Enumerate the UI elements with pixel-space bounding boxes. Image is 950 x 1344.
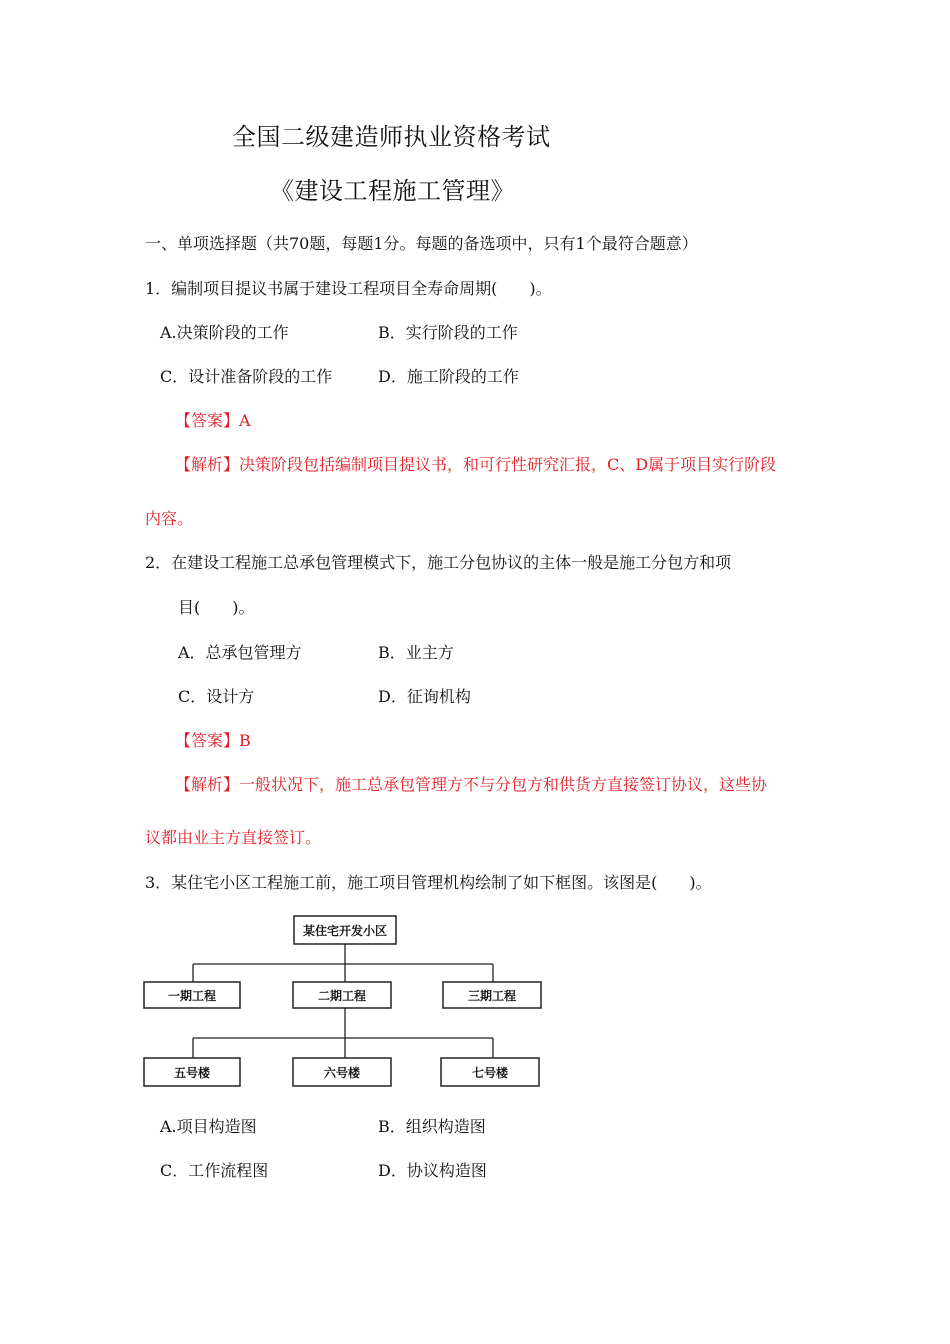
diagram-node-phase-2-label: 二期工程 <box>317 989 367 1003</box>
diagram-node-building-6 <box>293 1058 391 1086</box>
diagram-node-phase-1-label: 一期工程 <box>167 989 217 1003</box>
diagram-node-building-5-label: 五号楼 <box>173 1066 211 1080</box>
question-2-option-b: B．业主方 <box>378 643 454 662</box>
question-1-answer: 【答案】A <box>175 411 251 430</box>
question-1-analysis-cont: 内容。 <box>145 509 194 528</box>
question-3-option-c: C．工作流程图 <box>160 1161 269 1180</box>
diagram-node-phase-1 <box>144 982 240 1008</box>
question-1-stem: 1．编制项目提议书属于建设工程项目全寿命周期( )。 <box>145 279 552 298</box>
diagram-node-root <box>294 916 396 944</box>
question-2-analysis-cont: 议都由业主方直接签订。 <box>145 828 322 847</box>
question-1-option-c: C．设计准备阶段的工作 <box>160 367 333 386</box>
section-heading: 一、单项选择题（共70题，每题1分。每题的备选项中，只有1个最符合题意） <box>145 234 698 253</box>
diagram-node-building-7 <box>441 1058 539 1086</box>
question-3-option-a: A.项目构造图 <box>160 1117 257 1136</box>
question-1-option-d: D．施工阶段的工作 <box>378 367 519 386</box>
question-1-option-b: B．实行阶段的工作 <box>378 323 518 342</box>
document-title: 全国二级建造师执业资格考试 <box>232 123 551 151</box>
diagram-node-building-7-label: 七号楼 <box>471 1066 509 1080</box>
question-3-option-d: D．协议构造图 <box>378 1161 487 1180</box>
question-3-stem: 3．某住宅小区工程施工前，施工项目管理机构绘制了如下框图。该图是( )。 <box>145 873 712 892</box>
diagram-node-building-6-label: 六号楼 <box>323 1066 361 1080</box>
question-2-analysis: 【解析】一般状况下，施工总承包管理方不与分包方和供货方直接签订协议，这些协 <box>175 775 768 794</box>
document-subtitle: 《建设工程施工管理》 <box>270 177 515 205</box>
diagram-node-phase-3-label: 三期工程 <box>467 989 517 1003</box>
diagram-node-building-5 <box>144 1058 240 1086</box>
question-2-option-d: D．征询机构 <box>378 687 471 706</box>
question-2-option-c: C．设计方 <box>178 687 255 706</box>
question-3-option-b: B．组织构造图 <box>378 1117 486 1136</box>
question-2-stem-cont: 目( )。 <box>178 598 255 617</box>
project-structure-diagram <box>143 910 563 1100</box>
question-1-option-a: A.决策阶段的工作 <box>160 323 289 342</box>
question-2-answer: 【答案】B <box>175 731 251 750</box>
diagram-node-phase-2 <box>293 982 391 1008</box>
question-2-stem: 2．在建设工程施工总承包管理模式下，施工分包协议的主体一般是施工分包方和项 <box>145 553 732 572</box>
question-2-option-a: A．总承包管理方 <box>178 643 302 662</box>
diagram-node-root-label: 某住宅开发小区 <box>302 924 388 938</box>
diagram-node-phase-3 <box>443 982 541 1008</box>
question-1-analysis: 【解析】决策阶段包括编制项目提议书，和可行性研究汇报，C、D属于项目实行阶段 <box>175 455 777 474</box>
